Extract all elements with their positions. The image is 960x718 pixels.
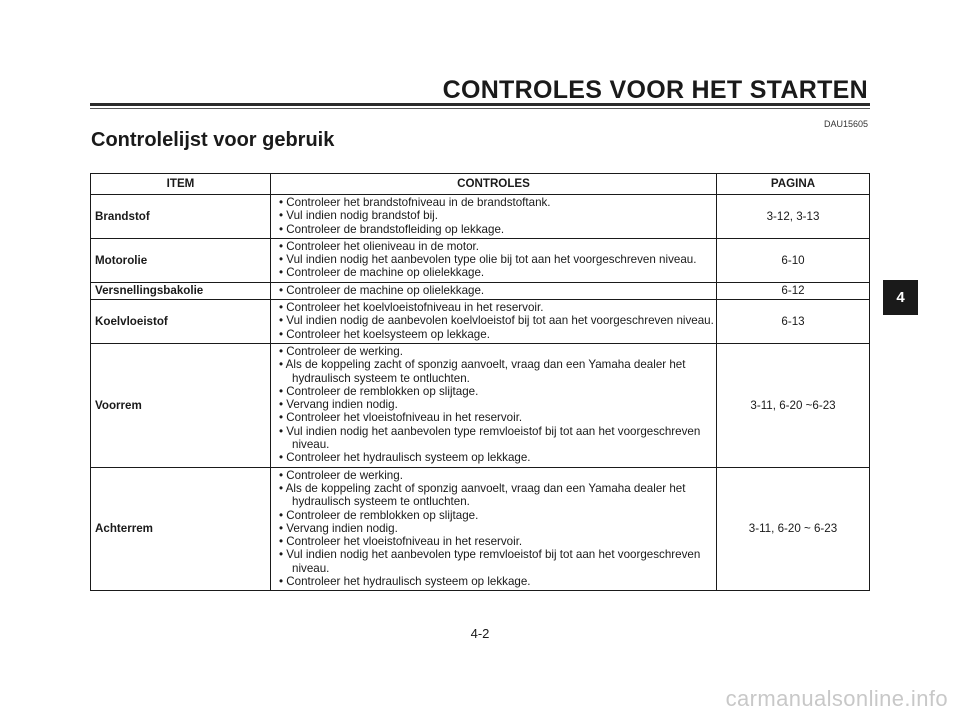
control-step: • Controleer de machine op olielekkage. [279,283,485,297]
table-row [91,300,870,344]
control-step: • Controleer het vloeistofniveau in het reservoir. [279,411,523,425]
column-header-controls: CONTROLES [271,174,717,195]
page-reference-cell: 6-10 [717,238,870,282]
control-step: • Als de koppeling zacht of sponzig aanvoelt, vraag dan een Yamaha dealer het hydraulisch systeem te ontluchten. [279,358,686,385]
control-step: • Controleer de werking. [279,468,403,482]
header-rule-thin [90,108,870,109]
document-code: DAU15605 [823,119,868,129]
page-reference-cell: 3-11, 6-20 ~6-23 [717,343,870,467]
page-reference-cell: 3-11, 6-20 ~ 6-23 [717,467,870,591]
control-step: • Controleer de brandstofleiding op lekkage. [279,222,505,236]
control-step: • Vul indien nodig het aanbevolen type olie bij tot aan het voorgeschreven niveau. [279,253,697,267]
control-step: • Vul indien nodig de aanbevolen koelvloeistof bij tot aan het voorgeschreven niveau. [279,314,714,328]
control-step: • Controleer het koelsysteem op lekkage. [279,327,490,341]
item-cell: Achterrem [91,467,271,591]
control-step: • Vul indien nodig het aanbevolen type remvloeistof bij tot aan het voorgeschreven niveau. [279,424,701,452]
checklist-table [90,173,870,591]
control-step: • Vul indien nodig brandstof bij. [279,209,438,223]
item-cell: Brandstof [91,195,271,239]
controls-cell [271,238,717,282]
item-cell: Motorolie [91,238,271,282]
table-header-row [91,174,870,195]
checklist-body [91,195,870,591]
table-row [91,282,870,299]
control-step: • Controleer het hydraulisch systeem op lekkage. [279,451,531,465]
controls-cell [271,282,717,299]
header-rule [90,103,870,106]
page-reference-cell: 6-12 [717,282,870,299]
table-row [91,343,870,467]
controls-cell [271,343,717,467]
item-cell: Koelvloeistof [91,300,271,344]
controls-cell [271,300,717,344]
table-row [91,195,870,239]
page-reference-cell: 6-13 [717,300,870,344]
control-step: • Controleer het koelvloeistofniveau in het reservoir. [279,301,544,315]
control-step: • Controleer de remblokken op slijtage. [279,508,479,522]
control-step: • Als de koppeling zacht of sponzig aanvoelt, vraag dan een Yamaha dealer het hydraulisch systeem te ontluchten. [279,481,686,509]
column-header-item: ITEM [91,174,271,195]
control-step: • Controleer de werking. [279,344,403,358]
controls-cell [271,467,717,591]
chapter-tab: 4 [883,280,918,315]
controls-cell [271,195,717,239]
control-step: • Controleer het brandstofniveau in de brandstoftank. [279,196,551,209]
item-cell: Voorrem [91,343,271,467]
column-header-page: PAGINA [717,174,870,195]
control-step: • Controleer de machine op olielekkage. [279,266,485,280]
control-step: • Controleer het hydraulisch systeem op lekkage. [279,575,531,589]
page-reference-cell: 3-12, 3-13 [717,195,870,239]
table-row [91,467,870,591]
table-row [91,238,870,282]
control-step: • Vul indien nodig het aanbevolen type remvloeistof bij tot aan het voorgeschreven niveau. [279,548,701,575]
control-step: • Controleer het vloeistofniveau in het reservoir. [279,535,523,549]
section-title: Controlelijst voor gebruik [91,129,335,151]
item-cell: Versnellingsbakolie [91,282,271,299]
watermark: carmanualsonline.info [725,686,948,711]
control-step: • Controleer de remblokken op slijtage. [279,384,479,398]
page-number: 4-2 [470,626,490,641]
header-title: CONTROLES VOOR HET STARTEN [442,76,868,104]
control-step: • Controleer het olieniveau in de motor. [279,239,479,253]
control-step: • Vervang indien nodig. [279,398,398,412]
control-step: • Vervang indien nodig. [279,521,398,535]
